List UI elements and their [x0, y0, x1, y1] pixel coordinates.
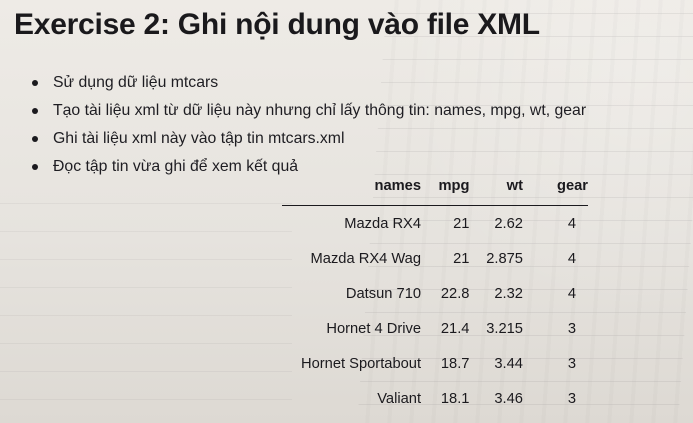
column-header-mpg: mpg: [421, 178, 469, 206]
instruction-item: [28, 153, 586, 181]
column-header-wt: wt: [469, 178, 523, 206]
mtcars-table: [282, 178, 588, 416]
car-name-cell: Hornet 4 Drive: [326, 320, 422, 337]
wt-cell: 3.215: [486, 320, 523, 337]
table-header: [282, 178, 588, 206]
bullet-icon: [32, 136, 38, 142]
table-body: [282, 206, 588, 417]
mpg-cell: 21: [453, 215, 470, 232]
gear-cell: 4: [567, 250, 576, 267]
instruction-item: [28, 69, 586, 97]
bullet-icon: [32, 80, 38, 86]
wt-cell: 3.44: [494, 355, 523, 372]
table-row: [282, 241, 588, 276]
gear-cell: 4: [567, 285, 576, 302]
bullet-icon: [32, 164, 38, 170]
table-header-row: [282, 178, 588, 206]
column-header-names: names: [282, 178, 421, 206]
gear-cell: 3: [567, 320, 576, 337]
gear-cell: 4: [567, 215, 576, 232]
background-text-ghost: [0, 187, 292, 423]
table-row: [282, 206, 588, 242]
bullet-icon: [32, 108, 38, 114]
page-title: Exercise 2: Ghi nội dung vào file XML: [14, 8, 540, 41]
table-row: [282, 381, 588, 416]
car-name-cell: Mazda RX4 Wag: [310, 250, 422, 267]
table-row: [282, 346, 588, 381]
car-name-cell: Hornet Sportabout: [301, 355, 422, 372]
wt-cell: 2.62: [494, 215, 523, 232]
mpg-cell: 22.8: [440, 285, 470, 302]
instruction-item: [28, 125, 586, 153]
gear-cell: 3: [567, 390, 576, 407]
car-name-cell: Mazda RX4: [344, 215, 422, 232]
wt-cell: 3.46: [494, 390, 523, 407]
instruction-list: [28, 69, 586, 181]
wt-cell: 2.32: [494, 285, 523, 302]
instruction-item: [28, 97, 586, 125]
car-name-cell: Valiant: [377, 390, 422, 407]
instruction-text: Đọc tập tin vừa ghi để xem kết quả: [53, 158, 299, 175]
mpg-cell: 21: [453, 250, 470, 267]
mpg-cell: 18.7: [440, 355, 470, 372]
mpg-cell: 18.1: [440, 390, 470, 407]
table-row: [282, 311, 588, 346]
wt-cell: 2.875: [486, 250, 523, 267]
gear-cell: 3: [567, 355, 576, 372]
mpg-cell: 21.4: [440, 320, 470, 337]
instruction-text: Ghi tài liệu xml này vào tập tin mtcars.xml: [53, 130, 345, 147]
table-row: [282, 276, 588, 311]
instruction-text: Sử dụng dữ liệu mtcars: [53, 74, 219, 91]
car-name-cell: Datsun 710: [345, 285, 422, 302]
column-header-gear: gear: [523, 178, 588, 206]
instruction-text: Tạo tài liệu xml từ dữ liệu này nhưng chỉ lấy thông tin: names, mpg, wt, gear: [53, 102, 587, 119]
